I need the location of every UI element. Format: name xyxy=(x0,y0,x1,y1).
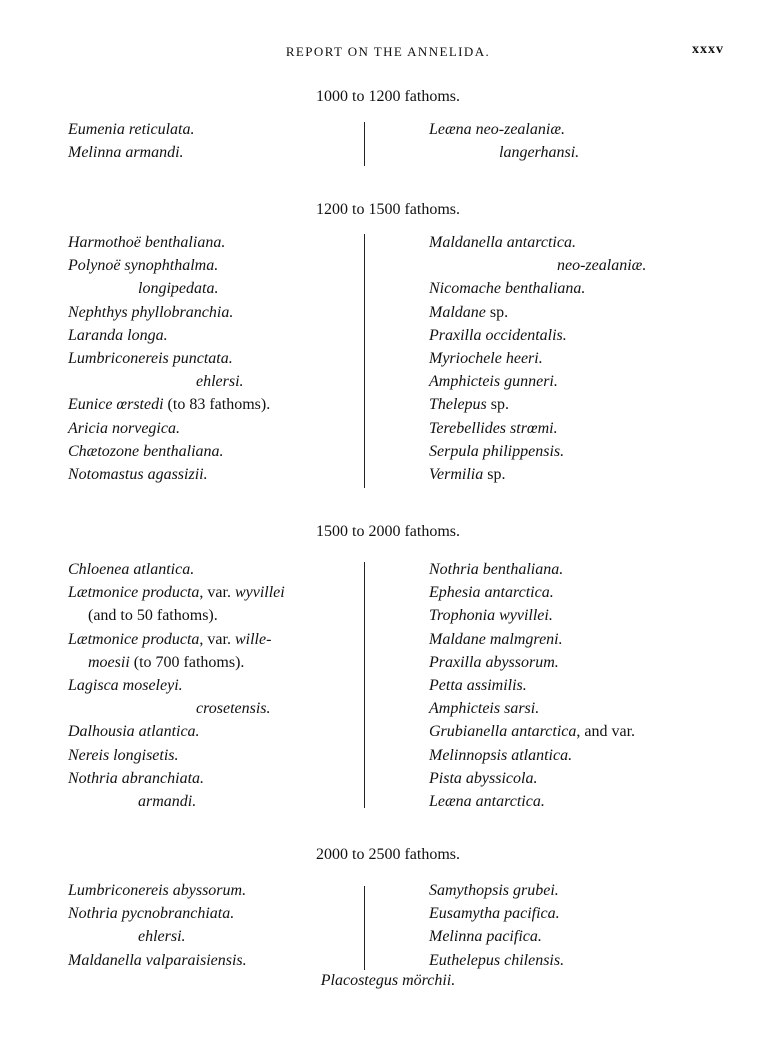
species-name: Myriochele heeri. xyxy=(429,349,543,367)
list-item xyxy=(429,767,635,790)
depth-heading: 1500 to 2000 fathoms. xyxy=(316,523,460,540)
right-column xyxy=(429,231,646,486)
list-item xyxy=(68,231,270,254)
right-column xyxy=(429,558,635,813)
species-name: wyvillei xyxy=(234,584,285,602)
species-name: armandi. xyxy=(138,792,197,810)
species-name: Nereis longisetis. xyxy=(68,746,179,764)
list-item xyxy=(429,949,564,972)
list-item xyxy=(429,628,635,651)
species-name: Nephthys phyllobranchia. xyxy=(68,303,234,321)
species-name: Samythopsis grubei. xyxy=(429,882,559,899)
list-item xyxy=(68,440,270,463)
list-item xyxy=(68,370,270,393)
list-item xyxy=(429,925,564,948)
list-item xyxy=(68,744,285,767)
list-item xyxy=(429,370,646,393)
column-divider xyxy=(364,562,365,808)
list-item xyxy=(429,744,635,767)
species-name: Amphicteis sarsi. xyxy=(429,700,540,718)
list-item xyxy=(68,767,285,790)
left-column xyxy=(68,118,195,164)
species-name: Nicomache benthaliana. xyxy=(429,280,586,298)
species-name: Eusamytha pacifica. xyxy=(429,905,560,923)
species-name: Nothria benthaliana. xyxy=(429,561,564,578)
species-name: Maldane malmgreni. xyxy=(429,630,563,648)
species-name: Ephesia antarctica. xyxy=(429,584,554,602)
list-item xyxy=(429,790,635,813)
species-name: Praxilla abyssorum. xyxy=(429,653,559,671)
list-item xyxy=(68,674,285,697)
list-item xyxy=(68,651,285,674)
list-item xyxy=(68,118,195,141)
list-item xyxy=(68,790,285,813)
right-column xyxy=(429,118,579,164)
list-item xyxy=(429,604,635,627)
page-number: xxxv xyxy=(692,42,724,57)
list-item xyxy=(429,231,646,254)
species-name: Harmothoë benthaliana. xyxy=(68,234,226,251)
species-name: neo-zealaniæ. xyxy=(557,257,647,275)
list-item xyxy=(68,141,195,164)
species-name: Lætmonice producta xyxy=(68,584,200,602)
species-name: longipedata. xyxy=(138,280,219,298)
species-name: Eunice œrstedi xyxy=(68,396,164,414)
list-item xyxy=(429,674,635,697)
note-text: , var. xyxy=(199,630,235,648)
list-item xyxy=(68,879,247,902)
left-column xyxy=(68,879,247,972)
list-item xyxy=(429,277,646,300)
list-item xyxy=(68,347,270,370)
list-item xyxy=(68,558,285,581)
column-divider xyxy=(364,122,365,166)
species-name: Thelepus xyxy=(429,396,487,414)
list-item xyxy=(429,902,564,925)
list-item xyxy=(429,558,635,581)
list-item xyxy=(429,463,646,486)
species-name: Polynoë synophthalma. xyxy=(68,257,219,275)
list-item xyxy=(429,581,635,604)
species-name: Eumenia reticulata. xyxy=(68,121,195,138)
list-item xyxy=(68,902,247,925)
species-name: Terebellides strœmi. xyxy=(429,419,558,437)
list-item xyxy=(429,417,646,440)
list-item xyxy=(68,720,285,743)
species-name: Chloenea atlantica. xyxy=(68,561,195,578)
species-name: wille- xyxy=(234,630,272,648)
list-item xyxy=(68,697,285,720)
left-column xyxy=(68,231,270,486)
list-item xyxy=(68,301,270,324)
list-item xyxy=(429,141,579,164)
species-name: Vermilia xyxy=(429,465,484,483)
species-name: Praxilla occidentalis. xyxy=(429,326,567,344)
species-name: Nothria abranchiata. xyxy=(68,769,205,787)
list-item xyxy=(429,324,646,347)
species-name: Nothria pycnobranchiata. xyxy=(68,905,235,923)
species-name: moesii xyxy=(88,653,130,671)
species-name: ehlersi. xyxy=(138,928,186,946)
right-column xyxy=(429,879,564,972)
species-name-centered: Placostegus mörchii. xyxy=(320,972,456,989)
species-name: Lumbriconereis abyssorum. xyxy=(68,882,247,899)
species-name: Leæna antarctica. xyxy=(429,792,545,810)
species-name: Chætozone benthaliana. xyxy=(68,442,224,460)
species-name: ehlersi. xyxy=(196,373,244,391)
species-name: Amphicteis gunneri. xyxy=(429,373,558,391)
species-name: Serpula philippensis. xyxy=(429,442,565,460)
list-item xyxy=(429,118,579,141)
species-name: Pista abyssicola. xyxy=(429,769,538,787)
note-text: sp. xyxy=(485,303,509,321)
species-name: Melinnopsis atlantica. xyxy=(429,746,573,764)
list-item xyxy=(429,254,646,277)
list-item xyxy=(68,604,285,627)
note-text: (to 83 fathoms). xyxy=(163,396,271,414)
note-text: sp. xyxy=(486,396,510,414)
list-item xyxy=(68,925,247,948)
list-item xyxy=(68,277,270,300)
running-header-title: REPORT ON THE ANNELIDA. xyxy=(285,44,491,59)
species-name: Euthelepus chilensis. xyxy=(429,951,565,969)
note-text: (to 700 fathoms). xyxy=(129,653,245,671)
list-item xyxy=(68,417,270,440)
list-item xyxy=(429,720,635,743)
list-item xyxy=(429,651,635,674)
species-name: Laranda longa. xyxy=(68,326,168,344)
depth-heading: 1000 to 1200 fathoms. xyxy=(316,88,460,105)
species-name: Grubianella antarctica xyxy=(429,723,577,741)
list-item xyxy=(68,628,285,651)
note-text: , var. xyxy=(199,584,235,602)
species-name: langerhansi. xyxy=(499,144,580,162)
list-item xyxy=(68,254,270,277)
column-divider xyxy=(364,886,365,970)
species-name: Lumbriconereis punctata. xyxy=(68,349,233,367)
depth-heading: 1200 to 1500 fathoms. xyxy=(316,201,460,218)
list-item xyxy=(68,324,270,347)
note-text: (and to 50 fathoms). xyxy=(88,607,218,625)
depth-heading: 2000 to 2500 fathoms. xyxy=(316,846,460,863)
species-name: Lagisca moseleyi. xyxy=(68,676,183,694)
species-name: Maldanella antarctica. xyxy=(429,234,576,251)
species-name: Petta assimilis. xyxy=(429,676,527,694)
species-name: Maldane xyxy=(429,303,486,321)
species-name: crosetensis. xyxy=(196,700,271,718)
species-name: Lætmonice producta xyxy=(68,630,200,648)
list-item xyxy=(68,581,285,604)
species-name: Leæna neo-zealaniæ. xyxy=(429,121,565,138)
list-item xyxy=(429,301,646,324)
species-name: Trophonia wyvillei. xyxy=(429,607,553,625)
note-text: sp. xyxy=(483,465,506,483)
column-divider xyxy=(364,234,365,488)
list-item xyxy=(68,949,247,972)
species-name: Melinna armandi. xyxy=(68,144,184,162)
left-column xyxy=(68,558,285,813)
list-item xyxy=(429,879,564,902)
species-name: Maldanella valparaisiensis. xyxy=(68,951,247,969)
list-item xyxy=(429,440,646,463)
list-item xyxy=(429,347,646,370)
species-name: Dalhousia atlantica. xyxy=(68,723,200,741)
species-name: Melinna pacifica. xyxy=(429,928,542,946)
list-item xyxy=(429,393,646,416)
list-item xyxy=(429,697,635,720)
list-item xyxy=(68,393,270,416)
species-name: Notomastus agassizii. xyxy=(68,465,208,483)
species-name: Aricia norvegica. xyxy=(68,419,180,437)
list-item xyxy=(68,463,270,486)
note-text: , and var. xyxy=(576,723,636,741)
